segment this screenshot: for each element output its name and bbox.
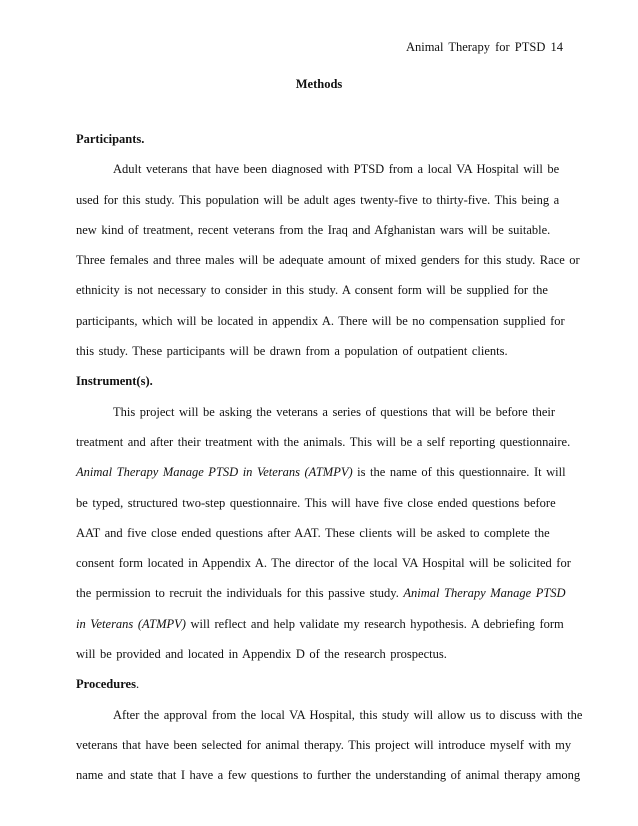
section-heading-text: Procedures — [76, 677, 136, 692]
running-head: Animal Therapy for PTSD 14 — [405, 40, 563, 54]
paragraph-text: will reflect and help validate my research hypothesis. A debriefing form — [185, 616, 564, 631]
paragraph-text: is the name of this questionnaire. It will — [352, 465, 566, 480]
paragraph-line: be typed, structured two-step questionnaire. This will have five close ended questions before — [76, 495, 556, 510]
paragraph-line — [76, 609, 576, 639]
paragraph-line — [76, 457, 576, 487]
paragraph-line: After the approval from the local VA Hospital, this study will allow us to discuss with the — [113, 707, 583, 722]
section-heading-participants: Participants. — [76, 132, 145, 146]
paragraph-line: new kind of treatment, recent veterans from the Iraq and Afghanistan wars will be suitable. — [76, 222, 551, 237]
paragraph-line: AAT and five close ended questions after AAT. These clients will be asked to complete the — [76, 525, 550, 540]
paragraph-line: Three females and three males will be adequate amount of mixed genders for this study. Race or — [76, 253, 580, 268]
paragraph-line: will be provided and located in Appendix D of the research prospectus. — [76, 647, 447, 662]
paragraph-line: treatment and after their treatment with the animals. This will be a self reporting questionnaire. — [76, 434, 571, 449]
paragraph-line: ethnicity is not necessary to consider in this study. A consent form will be supplied for the — [76, 283, 548, 298]
questionnaire-title-italic: Animal Therapy Manage PTSD — [403, 586, 566, 601]
questionnaire-title-italic: Animal Therapy Manage PTSD in Veterans (ATMPV) — [76, 465, 353, 480]
paragraph-line: veterans that have been selected for animal therapy. This project will introduce myself with my — [76, 737, 572, 752]
heading-period: . — [135, 677, 140, 692]
paragraph-line: used for this study. This population will be adult ages twenty-five to thirty-five. This being a — [76, 192, 560, 207]
paragraph-line: this study. These participants will be drawn from a population of outpatient clients. — [76, 344, 508, 359]
paragraph-line: participants, which will be located in appendix A. There will be no compensation supplied for — [76, 313, 565, 328]
paragraph-line: Adult veterans that have been diagnosed with PTSD from a local VA Hospital will be — [113, 162, 560, 177]
section-heading-procedures — [76, 669, 576, 699]
paragraph-line: This project will be asking the veterans a series of questions that will be before their — [113, 404, 556, 419]
paragraph-line: consent form located in Appendix A. The director of the local VA Hospital will be solicited for — [76, 556, 571, 571]
questionnaire-title-italic: in Veterans (ATMPV) — [76, 616, 186, 631]
paragraph-line: name and state that I have a few questions to further the understanding of animal therapy among — [76, 768, 581, 783]
paragraph-text: the permission to recruit the individuals for this passive study. — [76, 586, 404, 601]
section-heading-instruments: Instrument(s). — [76, 374, 153, 389]
page-title: Methods — [295, 77, 343, 91]
body-text — [76, 124, 583, 791]
paragraph-line — [76, 578, 576, 608]
